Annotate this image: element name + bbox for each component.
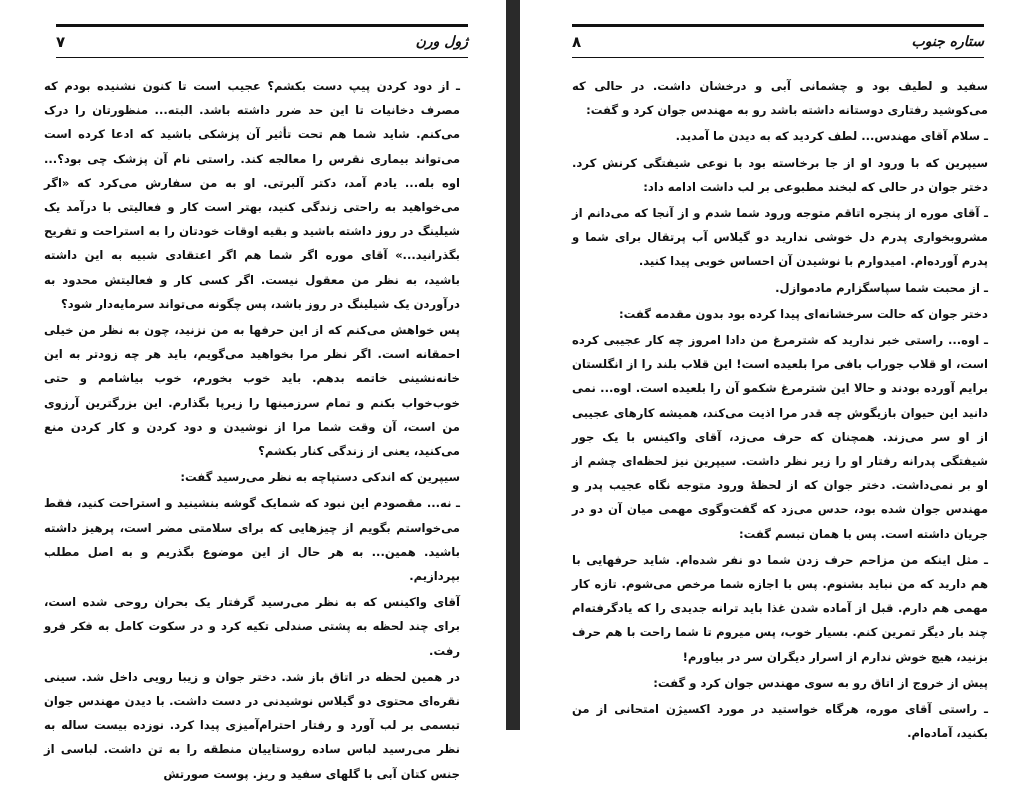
paragraph: پس خواهش می‌کنم که از این حرفها به من نزنید، چون به نظر من خیلی احمقانه است. اگر نظر مرا بخواهید می‌گویم، باید هر چه زودتر به این خانه‌نشینی خاتمه بدهم. باید خوب بخورم، خوب بیاشامم و حتی خوب‌خواب بکنم و تمام سرزمینها را زیرپا بگذارم. این بزرگترین آرزوی من است، آن وقت شما مرا از نوشیدن و دود کردن و کار کردن منع می‌کنید، یعنی از زندگی کنار بکشم؟ <box>44 323 460 459</box>
paragraph: آقای واکینس که به نظر می‌رسید گرفتار یک بحران روحی شده است، برای چند لحظه به پشتی صندلی تکیه کرد و در سکوت کامل به فکر فرو رفت. <box>44 595 460 658</box>
paragraph: ـ آقای موره از پنجره اتاقم متوجه ورود شما شدم و از آنجا که می‌دانم از مشروبخواری پدرم دل خوشی ندارید دو گیلاس آب پرتقال برای شما و پدرم آورده‌ام. امیدوارم با نوشیدن آن احساس خوبی پیدا کنید. <box>572 206 988 269</box>
paragraph: سفید و لطیف بود و چشمانی آبی و درخشان داشت. در حالی که می‌کوشید رفتاری دوستانه داشته باشد رو به مهندس جوان کرد و گفت: <box>572 79 988 118</box>
paragraph: سیپرین که با ورود او از جا برخاسته بود با نوعی شیفتگی کرنش کرد. دختر جوان در حالی که لبخند مطبوعی بر لب داشت ادامه داد: <box>572 155 988 194</box>
paragraph: پیش از خروج از اتاق رو به سوی مهندس جوان کرد و گفت: <box>653 675 988 690</box>
left-page <box>0 0 506 781</box>
paragraph: در همین لحظه در اتاق باز شد. دختر جوان و زیبا رویی داخل شد. سینی نقره‌ای محتوی دو گیلاس نوشیدنی در دست داشت. با دیدن مهندس جوان تبسمی بر لب آورد و رفتار احترام‌آمیزی پیدا کرد. نوزده بیست ساله به نظر می‌رسید لباس ساده روستاییان منطقه را به تن داشت. لباسی از جنس کتان آبی با گلهای سفید و ریز. پوست صورتش <box>44 669 460 781</box>
paragraph: ـ از محبت شما سپاسگزارم مادموازل. <box>775 280 988 295</box>
paragraph: ـ اوه... راستی خبر ندارید که شترمرغ من دادا امروز چه کار عجیبی کرده است، او قلاب جوراب بافی مرا بلعیده است! این قلاب بلند را از انگلستان برایم آورده بودند و حالا این شترمرغ شکمو آن را بلعیده است. اوه... نمی دانید این حیوان بازیگوش چه قدر مرا اذیت می‌کند، همیشه کارهای عجیبی از او سر می‌زند. همچنان که حرف می‌زد، آقای واکینس با یک جور شیفتگی پدرانه رفتار او را زیر نظر داشت. سیپرین نیز لحظه‌ای چشم از او بر نمی‌داشت. دختر جوان که از لحظهٔ ورود متوجه نگاه عجیب پدر و مهندس جوان شده بود، حدس می‌زد که گفت‌وگوی مهمی میان آن دو در جریان داشته است. پس با همان تبسم گفت: <box>572 333 988 541</box>
page-number: ۸ <box>572 33 582 51</box>
paragraph: ـ سلام آقای مهندس... لطف کردید که به دیدن ما آمدید. <box>675 129 988 144</box>
page-header <box>572 24 984 58</box>
paragraph: ـ از دود کردن پیپ دست بکشم؟ عجیب است تا کنون نشنیده بودم که مصرف دخانیات تا این حد ضرر داشته باشد. البته... منظورتان را درک می‌کنم. شاید شما هم تحت تأثیر آن پزشکی باشید که ادعا کرده است می‌تواند بیماری نقرس را معالجه کند. راستی نام آن پزشک چی بود؟... اوه بله... یادم آمد، دکتر آلبرتی. او به من سفارش می‌کرد که «اگر می‌خواهید به راحتی زندگی کنید، بهتر است کار و فعالیتی با درآمد یک شیلینگ در روز داشته باشید و بقیه اوقات خودتان را به استراحت و تفریح بگذرانید...» آقای موره اگر شما هم اگر اعتقادی شبیه به این داشته باشید، به نظر من معقول نیست. اگر کسی کار و فعالیتش محدود به درآوردن یک شیلینگ در روز باشد، پس چگونه می‌تواند سرمایه‌دار شود؟ <box>44 79 460 311</box>
paragraph: دختر جوان که حالت سرخشانه‌ای پیدا کرده بود بدون مقدمه گفت: <box>619 306 988 321</box>
running-head-author: ژول ورن <box>415 34 468 50</box>
right-page <box>520 0 1024 741</box>
page-number: ۷ <box>56 33 66 51</box>
book-gutter <box>506 0 520 730</box>
page-header <box>56 24 468 58</box>
paragraph: ـ مثل اینکه من مزاحم حرف زدن شما دو نفر شده‌ام. شاید حرفهایی با هم دارید که من نباید بشنوم. پس با اجازه شما مرخص می‌شوم. تازه کار مهمی هم دارم. قبل از آماده شدن غذا باید ترانه جدیدی را که یادگرفته‌ام چند بار دیگر تمرین کنم. بسیار خوب، پس میروم تا شما راحت با هم حرف بزنید، هیچ خوش ندارم از اسرار دیگران سر در بیاورم! <box>572 552 988 664</box>
paragraph: سیپرین که اندکی دستپاچه به نظر می‌رسید گفت: <box>180 470 460 485</box>
page-body <box>572 74 988 747</box>
paragraph: ـ نه... مقصودم این نبود که شمایک گوشه بنشینید و استراحت کنید، فقط می‌خواستم بگویم از چیزهایی که برای سلامتی مضر است، پرهیز داشته باشید. همین... به هر حال از این موضوع بگذریم و به اصل مطلب بپردازیم. <box>44 496 460 584</box>
page-body <box>44 74 460 788</box>
paragraph: ـ راستی آقای موره، هرگاه خواستید در مورد اکسیژن امتحانی از من بکنید، آماده‌ام. <box>572 702 988 741</box>
running-head-title: ستاره جنوب <box>911 34 984 50</box>
